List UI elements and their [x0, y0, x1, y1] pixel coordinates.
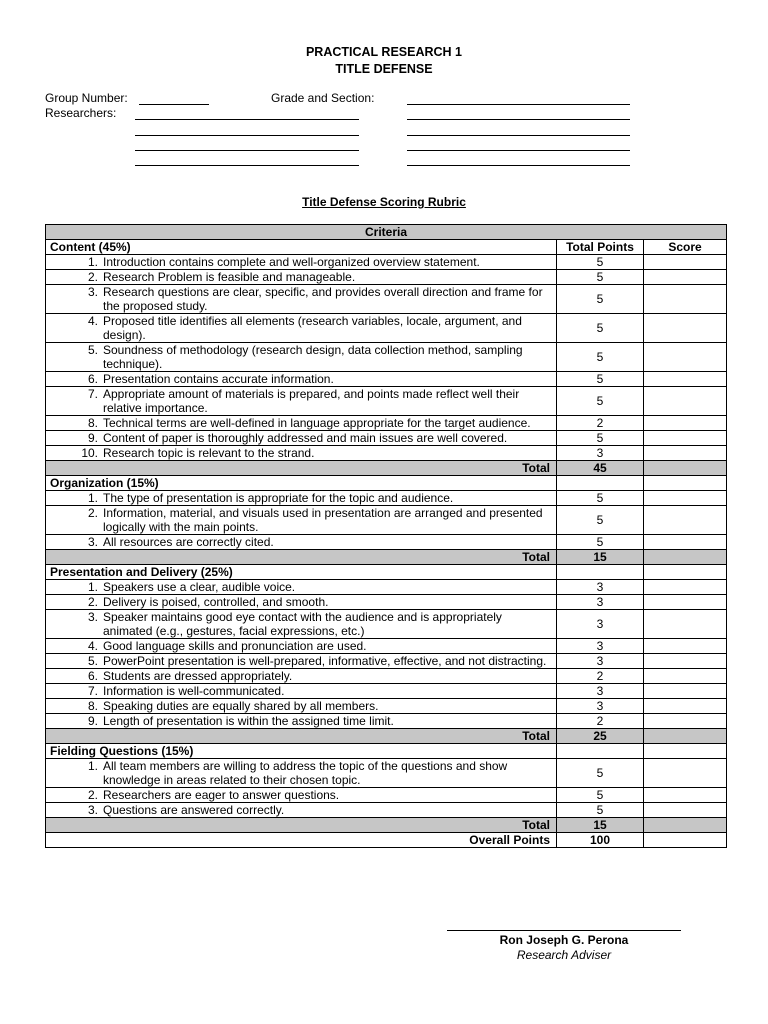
criterion [50, 684, 552, 698]
criterion [50, 654, 552, 668]
criterion-number: 4. [87, 639, 98, 653]
criterion-cell [46, 669, 557, 684]
section-total-value: 45 [557, 461, 644, 476]
criterion-text: Information, material, and visuals used in presentation are arranged and presented logically with the main points. [103, 506, 543, 534]
criterion-points: 5 [557, 491, 644, 506]
score-cell[interactable] [644, 372, 727, 387]
section-total-value: 15 [557, 818, 644, 833]
score-cell[interactable] [644, 285, 727, 314]
criterion-row [46, 595, 727, 610]
score-cell[interactable] [644, 446, 727, 461]
total-label: Total [46, 461, 557, 476]
criterion-points: 5 [557, 759, 644, 788]
criterion [50, 314, 552, 342]
criterion-number: 9. [87, 431, 98, 445]
criterion-points: 5 [557, 788, 644, 803]
criterion-row [46, 535, 727, 550]
score-cell[interactable] [644, 684, 727, 699]
criterion-number: 2. [87, 595, 98, 609]
criterion-cell [46, 372, 557, 387]
score-cell[interactable] [644, 387, 727, 416]
criterion-points: 5 [557, 285, 644, 314]
criterion-number: 1. [87, 491, 98, 505]
criterion-number: 2. [87, 270, 98, 284]
criterion-number: 3. [87, 285, 98, 299]
criterion-text: Information is well-communicated. [103, 684, 285, 698]
criterion-row [46, 372, 727, 387]
criteria-header-row [46, 225, 727, 240]
criterion-cell [46, 759, 557, 788]
score-header [644, 476, 727, 491]
criterion-text: Appropriate amount of materials is prepared, and points made reflect well their relative importance. [103, 387, 520, 415]
score-cell[interactable] [644, 416, 727, 431]
criterion-text: Research topic is relevant to the strand. [103, 446, 315, 460]
criterion-text: Speaker maintains good eye contact with the audience and is appropriately animated (e.g., gestures, facial expressions, etc.) [103, 610, 502, 638]
criterion-cell [46, 255, 557, 270]
section-total-row [46, 550, 727, 565]
criterion [50, 803, 552, 817]
overall-label: Overall Points [46, 833, 557, 848]
grade-section-line [407, 104, 630, 105]
criterion-number: 5. [87, 654, 98, 668]
criteria-header: Criteria [46, 225, 727, 240]
researcher-line [135, 150, 359, 151]
score-cell[interactable] [644, 431, 727, 446]
total-points-header [557, 476, 644, 491]
group-number-label: Group Number: [45, 91, 128, 105]
score-cell[interactable] [644, 255, 727, 270]
criterion-number: 4. [87, 314, 98, 328]
criterion-points: 3 [557, 580, 644, 595]
signature-line [447, 930, 681, 931]
score-cell[interactable] [644, 669, 727, 684]
criterion-number: 3. [87, 803, 98, 817]
criterion-row [46, 270, 727, 285]
criterion-cell [46, 431, 557, 446]
criterion [50, 343, 552, 371]
criterion [50, 595, 552, 609]
criterion-text: PowerPoint presentation is well-prepared, informative, effective, and not distracting. [103, 654, 547, 668]
score-cell[interactable] [644, 270, 727, 285]
criterion-text: All resources are correctly cited. [103, 535, 274, 549]
total-points-header: Total Points [557, 240, 644, 255]
group-number-line [139, 104, 209, 105]
score-cell[interactable] [644, 506, 727, 535]
score-cell[interactable] [644, 610, 727, 639]
criterion-row [46, 699, 727, 714]
criterion [50, 372, 552, 386]
criterion-row [46, 759, 727, 788]
researcher-line [135, 135, 359, 136]
criterion-cell [46, 446, 557, 461]
criterion-points: 5 [557, 506, 644, 535]
criterion-number: 7. [87, 387, 98, 401]
criterion [50, 699, 552, 713]
criterion [50, 759, 552, 787]
criterion [50, 580, 552, 594]
document-title: PRACTICAL RESEARCH 1 [305, 45, 463, 59]
score-cell[interactable] [644, 343, 727, 372]
criterion-text: Length of presentation is within the assigned time limit. [103, 714, 394, 728]
criterion-text: Presentation contains accurate information. [103, 372, 334, 386]
criterion-cell [46, 314, 557, 343]
criterion-points: 3 [557, 610, 644, 639]
total-points-header [557, 744, 644, 759]
criterion [50, 506, 552, 534]
criterion-text: Soundness of methodology (research design, data collection method, sampling technique). [103, 343, 523, 371]
section-title: Fielding Questions (15%) [46, 744, 557, 759]
criterion-points: 5 [557, 255, 644, 270]
criterion-number: 5. [87, 343, 98, 357]
criterion-number: 3. [87, 535, 98, 549]
criterion-number: 9. [87, 714, 98, 728]
overall-row [46, 833, 727, 848]
score-cell[interactable] [644, 654, 727, 669]
criterion-points: 5 [557, 343, 644, 372]
criterion [50, 446, 552, 460]
researchers-label: Researchers: [45, 106, 117, 120]
grade-section-label: Grade and Section: [271, 91, 375, 105]
criterion [50, 416, 552, 430]
criterion-points: 5 [557, 387, 644, 416]
adviser-name: Ron Joseph G. Perona [499, 933, 629, 947]
criterion-row [46, 654, 727, 669]
criterion-number: 7. [87, 684, 98, 698]
criterion-cell [46, 610, 557, 639]
section-total-score [644, 461, 727, 476]
section-total-row [46, 729, 727, 744]
criterion [50, 255, 552, 269]
criterion-row [46, 788, 727, 803]
criterion-number: 1. [87, 580, 98, 594]
criterion-text: Good language skills and pronunciation are used. [103, 639, 367, 653]
score-cell[interactable] [644, 699, 727, 714]
score-cell[interactable] [644, 639, 727, 654]
criterion-row [46, 387, 727, 416]
criterion-points: 5 [557, 372, 644, 387]
criterion [50, 788, 552, 802]
criterion-number: 10. [81, 446, 98, 460]
criterion [50, 610, 552, 638]
section-title: Organization (15%) [46, 476, 557, 491]
criterion-cell [46, 639, 557, 654]
criterion [50, 431, 552, 445]
criterion-points: 3 [557, 699, 644, 714]
section-title: Presentation and Delivery (25%) [46, 565, 557, 580]
criterion-row [46, 314, 727, 343]
section-total-row [46, 461, 727, 476]
criterion [50, 669, 552, 683]
researcher-line [135, 119, 359, 120]
criterion-text: The type of presentation is appropriate for the topic and audience. [103, 491, 454, 505]
criterion-text: Technical terms are well-defined in language appropriate for the target audience. [103, 416, 531, 430]
section-header-row [46, 240, 727, 255]
criterion [50, 714, 552, 728]
section-total-value: 15 [557, 550, 644, 565]
researcher-line [407, 165, 630, 166]
section-header-row [46, 565, 727, 580]
criterion-number: 8. [87, 416, 98, 430]
criterion-cell [46, 343, 557, 372]
criterion-cell [46, 714, 557, 729]
criterion [50, 387, 552, 415]
criterion-row [46, 416, 727, 431]
criterion-row [46, 669, 727, 684]
criterion-cell [46, 684, 557, 699]
criterion-text: Questions are answered correctly. [103, 803, 285, 817]
criterion-cell [46, 595, 557, 610]
section-title: Content (45%) [46, 240, 557, 255]
score-header [644, 744, 727, 759]
score-cell[interactable] [644, 714, 727, 729]
criterion-cell [46, 416, 557, 431]
score-header: Score [644, 240, 727, 255]
criterion [50, 285, 552, 313]
researcher-line [135, 165, 359, 166]
criterion-points: 3 [557, 639, 644, 654]
criterion-text: Speakers use a clear, audible voice. [103, 580, 296, 594]
criterion-row [46, 639, 727, 654]
criterion-text: Research questions are clear, specific, and provides overall direction and frame for the proposed study. [103, 285, 543, 313]
section-total-score [644, 818, 727, 833]
criterion-number: 6. [87, 372, 98, 386]
criterion-number: 2. [87, 506, 98, 520]
criterion-points: 2 [557, 416, 644, 431]
criterion-row [46, 580, 727, 595]
criterion-number: 1. [87, 759, 98, 773]
criterion-row [46, 446, 727, 461]
score-cell[interactable] [644, 595, 727, 610]
criterion-points: 5 [557, 314, 644, 343]
criterion-row [46, 803, 727, 818]
criterion-row [46, 714, 727, 729]
section-header-row [46, 744, 727, 759]
total-points-header [557, 565, 644, 580]
criterion-cell [46, 387, 557, 416]
criterion-points: 2 [557, 714, 644, 729]
criterion-points: 3 [557, 446, 644, 461]
criterion-number: 6. [87, 669, 98, 683]
criterion-text: Speaking duties are equally shared by all members. [103, 699, 379, 713]
score-cell[interactable] [644, 535, 727, 550]
criterion-cell [46, 654, 557, 669]
criterion-cell [46, 506, 557, 535]
section-total-score [644, 729, 727, 744]
section-total-row [46, 818, 727, 833]
score-cell[interactable] [644, 803, 727, 818]
criterion-cell [46, 580, 557, 595]
criterion-row [46, 684, 727, 699]
researcher-line [407, 119, 630, 120]
score-cell[interactable] [644, 759, 727, 788]
criterion [50, 491, 552, 505]
criterion-points: 5 [557, 431, 644, 446]
section-total-value: 25 [557, 729, 644, 744]
criterion-points: 3 [557, 684, 644, 699]
criterion-cell [46, 699, 557, 714]
criterion-points: 5 [557, 535, 644, 550]
criterion-cell [46, 285, 557, 314]
criterion-text: Introduction contains complete and well-organized overview statement. [103, 255, 480, 269]
criterion [50, 270, 552, 284]
total-label: Total [46, 729, 557, 744]
criterion-text: Research Problem is feasible and manageable. [103, 270, 356, 284]
criterion-row [46, 343, 727, 372]
criterion-text: Researchers are eager to answer questions. [103, 788, 340, 802]
criterion-points: 3 [557, 595, 644, 610]
section-header-row [46, 476, 727, 491]
criterion-text: Content of paper is thoroughly addressed and main issues are well covered. [103, 431, 508, 445]
score-header [644, 565, 727, 580]
score-cell[interactable] [644, 314, 727, 343]
criterion-number: 8. [87, 699, 98, 713]
criterion-cell [46, 491, 557, 506]
score-cell[interactable] [644, 788, 727, 803]
criterion-text: Delivery is poised, controlled, and smooth. [103, 595, 329, 609]
criterion-row [46, 255, 727, 270]
criterion-number: 2. [87, 788, 98, 802]
criterion-points: 2 [557, 669, 644, 684]
researcher-line [407, 135, 630, 136]
score-cell[interactable] [644, 580, 727, 595]
criterion-points: 3 [557, 654, 644, 669]
criterion [50, 639, 552, 653]
rubric-table [45, 224, 727, 848]
criterion-number: 3. [87, 610, 98, 624]
criterion-row [46, 285, 727, 314]
criterion-row [46, 610, 727, 639]
criterion-points: 5 [557, 803, 644, 818]
criterion [50, 535, 552, 549]
criterion-cell [46, 270, 557, 285]
document-subtitle: TITLE DEFENSE [335, 62, 433, 76]
criterion-points: 5 [557, 270, 644, 285]
total-label: Total [46, 818, 557, 833]
criterion-cell [46, 788, 557, 803]
criterion-number: 1. [87, 255, 98, 269]
adviser-role: Research Adviser [516, 948, 612, 962]
overall-value: 100 [557, 833, 644, 848]
criterion-text: Students are dressed appropriately. [103, 669, 293, 683]
criterion-text: Proposed title identifies all elements (research variables, locale, argument, and design). [103, 314, 522, 342]
total-label: Total [46, 550, 557, 565]
criterion-row [46, 506, 727, 535]
criterion-row [46, 431, 727, 446]
criterion-text: All team members are willing to address the topic of the questions and show knowledge in areas related to their chosen topic. [103, 759, 508, 787]
criterion-cell [46, 535, 557, 550]
overall-score[interactable] [644, 833, 727, 848]
section-total-score [644, 550, 727, 565]
score-cell[interactable] [644, 491, 727, 506]
criterion-row [46, 491, 727, 506]
rubric-title: Title Defense Scoring Rubric [302, 195, 466, 209]
criterion-cell [46, 803, 557, 818]
researcher-line [407, 150, 630, 151]
